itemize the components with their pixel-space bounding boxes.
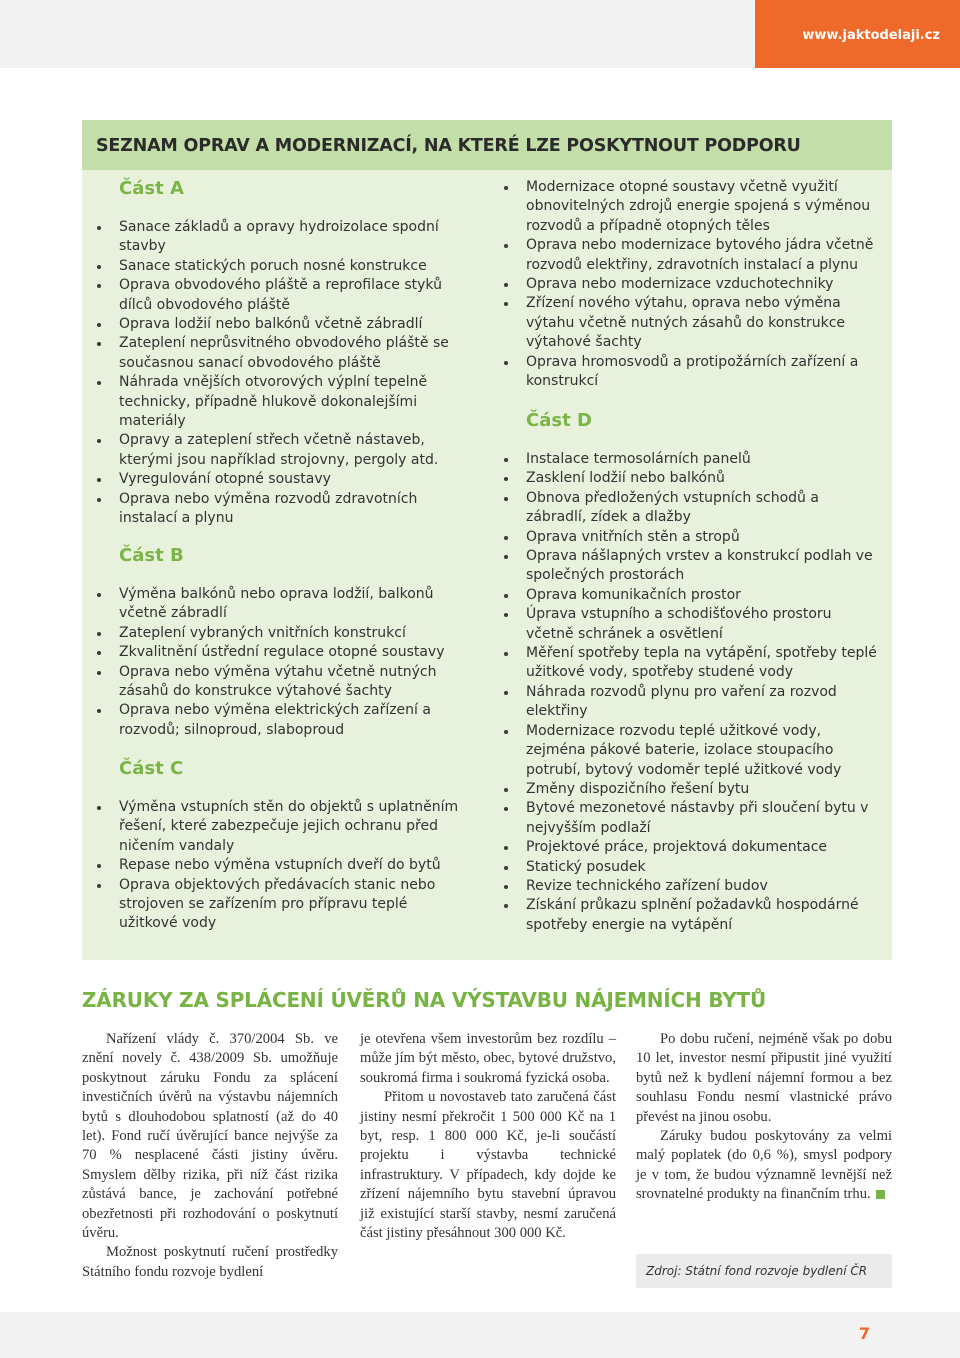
list-item: Oprava objektových předávacích stanic nebo strojoven se zařízením pro přípravu teplé užitkové vody [119,876,464,934]
list-item: Sanace statických poruch nosné konstrukce [119,257,464,276]
list-item: Oprava nebo výměna elektrických zařízení a rozvodů; silnoproud, slaboproud [119,701,464,740]
part-c-column [119,798,464,934]
top-bar-accent [755,0,960,68]
part-d-list [526,450,878,935]
list-item: Modernizace otopné soustavy včetně využití obnovitelných zdrojů energie spojená s výměnou rozvodů a případně otopných těles [526,178,878,236]
article-column-3 [636,1030,892,1205]
list-item: Oprava hromosvodů a protipožárních zařízení a konstrukcí [526,353,878,392]
list-item: Oprava nášlapných vrstev a konstrukcí podlah ve společných prostorách [526,547,878,586]
part-b-list [119,585,464,740]
list-item: Výměna vstupních stěn do objektů s uplatněním řešení, které zabezpečuje jejich ochranu před ničením vandaly [119,798,464,856]
article-column-1 [82,1030,338,1282]
list-item: Změny dispozičního řešení bytu [526,780,878,799]
list-item: Oprava nebo modernizace bytového jádra včetně rozvodů elektřiny, zdravotních instalací a plynu [526,236,878,275]
list-item: Výměna balkónů nebo oprava lodžií, balkonů včetně zábradlí [119,585,464,624]
part-c-heading: Část C [119,758,184,779]
source-box [636,1254,892,1288]
paragraph [636,1127,892,1205]
list-item: Instalace termosolárních panelů [526,450,878,469]
list-item: Vyregulování otopné soustavy [119,470,464,489]
page-number: 7 [858,1324,870,1343]
list-item: Revize technického zařízení budov [526,877,878,896]
list-item: Obnova předložených vstupních schodů a zábradlí, zídek a dlažby [526,489,878,528]
list-item: Zřízení nového výtahu, oprava nebo výměna výtahu včetně nutných zásahů do konstrukce výtahové šachty [526,294,878,352]
paragraph: je otevřena všem investorům bez rozdílu – může jím být město, obec, bytové družstvo, soukromá firma i soukromá fyzická osoba. [360,1031,616,1086]
end-mark-icon [876,1190,885,1199]
list-item: Oprava obvodového pláště a reprofilace styků dílců obvodového pláště [119,276,464,315]
list-item: Úprava vstupního a schodišťového prostoru včetně schránek a osvětlení [526,605,878,644]
list-item: Zkvalitnění ústřední regulace otopné soustavy [119,643,464,662]
list-item: Opravy a zateplení střech včetně nástaveb, kterými jsou například strojovny, pergoly atd. [119,431,464,470]
right-column [526,178,878,391]
list-item: Oprava lodžií nebo balkónů včetně zábradlí [119,315,464,334]
article-column-2 [360,1030,616,1243]
part-c-list [119,798,464,934]
bottom-bar [0,1312,960,1358]
box-header [82,120,892,170]
list-item: Zasklení lodžií nebo balkónů [526,469,878,488]
list-item: Oprava vnitřních stěn a stropů [526,528,878,547]
part-a-heading: Část A [119,178,184,199]
part-a-list [119,218,464,529]
paragraph-text: Záruky budou poskytovány za velmi malý poplatek (do 0,6 %), smysl podpory je v tom, že budou významně levnější než srovnatelné produkty na finančním trhu. [636,1128,892,1203]
left-column [119,218,464,529]
paragraph: Přitom u novostaveb tato zaručená část jistiny nesmí překročit 1 500 000 Kč na 1 byt, resp. 1 800 000 Kč, je-li součástí projektu i výstavba technické infrastruktury. V případech, kdy dojde ke zřízení nájemního bytu stavební úpravou již existující starší stavby, nesmí zaručená část jistiny přesáhnout 300 000 Kč. [360,1089,616,1242]
list-item: Oprava nebo výměna výtahu včetně nutných zásahů do konstrukce výtahové šachty [119,663,464,702]
list-item: Oprava komunikačních prostor [526,586,878,605]
list-item: Získání průkazu splnění požadavků hospodárné spotřeby energie na vytápění [526,896,878,935]
list-item: Náhrada rozvodů plynu pro vaření za rozvod elektřiny [526,683,878,722]
part-b-column [119,585,464,740]
part-d-column [526,450,878,935]
article-title: ZÁRUKY ZA SPLÁCENÍ ÚVĚRŮ NA VÝSTAVBU NÁJEMNÍCH BYTŮ [82,988,767,1012]
paragraph: Po dobu ručení, nejméně však po dobu 10 let, investor nesmí připustit jiné využití bytů než k bydlení nájemní formou a bez souhlasu Fondu nesmí vlastnické právo převést na jinou osobu. [636,1031,892,1125]
list-item: Zateplení vybraných vnitřních konstrukcí [119,624,464,643]
list-item: Oprava nebo výměna rozvodů zdravotních instalací a plynu [119,490,464,529]
list-item: Modernizace rozvodu teplé užitkové vody, zejména pákové baterie, izolace stoupacího potrubí, bytový vodoměr teplé užitkové vody [526,722,878,780]
box-title: SEZNAM OPRAV A MODERNIZACÍ, NA KTERÉ LZE POSKYTNOUT PODPORU [96,136,801,156]
list-item: Náhrada vnějších otvorových výplní tepelně technicky, případně hlukově dokonalejšími materiály [119,373,464,431]
part-b-heading: Část B [119,545,184,566]
list-item: Statický posudek [526,858,878,877]
paragraph: Nařízení vlády č. 370/2004 Sb. ve znění novely č. 438/2009 Sb. umožňuje poskytnout záruku Fondu za splácení investičních úvěrů na výstavbu nájemních bytů s dlouhodobou splatností (až do 40 let). Fond ručí úvěrující bance nejvýše za 70 % nesplacené části jistiny úvěru. Smyslem dělby rizika, při níž část rizika zůstává bance, je zachování potřebné obezřetnosti při rozhodování o poskytnutí úvěru. [82,1031,338,1242]
source-text: Zdroj: Státní fond rozvoje bydlení ČR [646,1264,868,1278]
list-item: Bytové mezonetové nástavby při sloučení bytu v nejvyšším podlaží [526,799,878,838]
list-item: Projektové práce, projektová dokumentace [526,838,878,857]
list-item: Sanace základů a opravy hydroizolace spodní stavby [119,218,464,257]
part-c-continued-list [526,178,878,391]
paragraph: Možnost poskytnutí ručení prostředky Státního fondu rozvoje bydlení [82,1244,338,1280]
top-bar [0,0,960,68]
part-d-heading: Část D [526,410,592,431]
list-item: Měření spotřeby tepla na vytápění, spotřeby teplé užitkové vody, spotřeby studené vody [526,644,878,683]
list-item: Oprava nebo modernizace vzduchotechniky [526,275,878,294]
list-item: Zateplení neprůsvitného obvodového pláště se současnou sanací obvodového pláště [119,334,464,373]
site-url[interactable]: www.jaktodelaji.cz [802,28,940,43]
list-item: Repase nebo výměna vstupních dveří do bytů [119,856,464,875]
